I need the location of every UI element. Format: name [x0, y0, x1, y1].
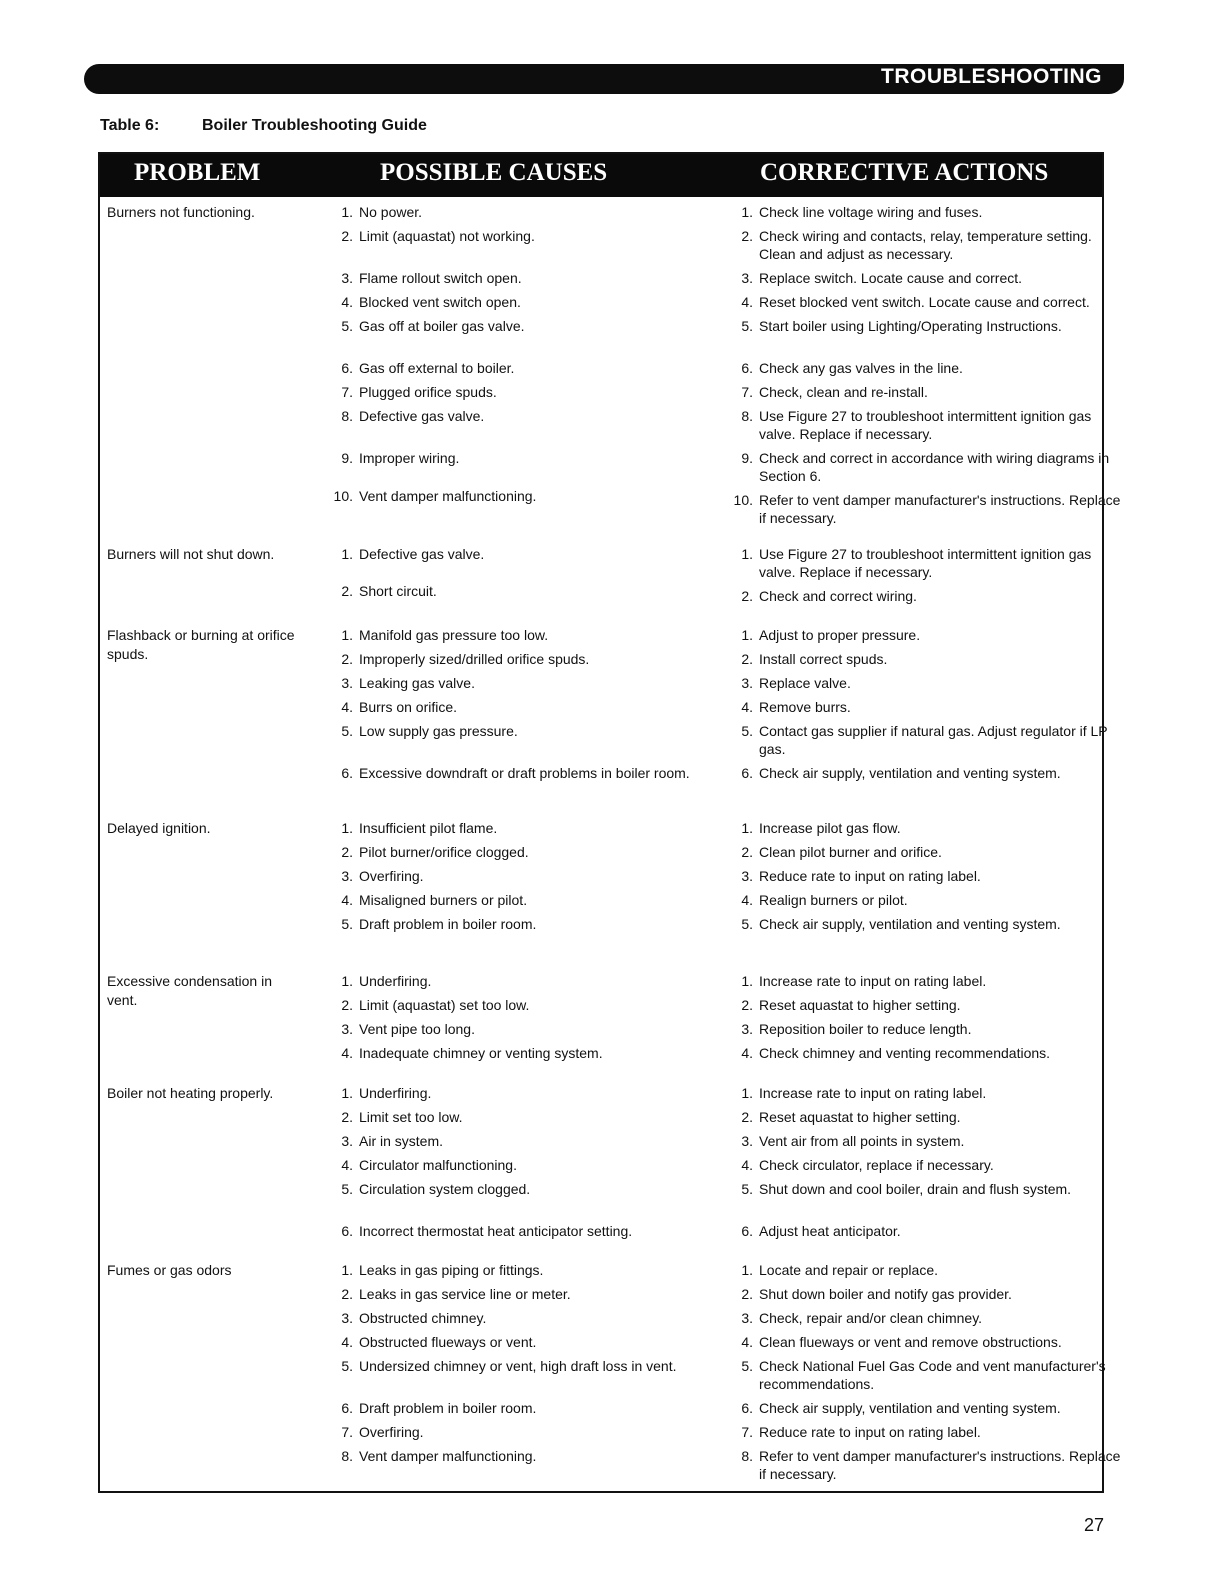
cause-item	[330, 722, 699, 740]
item-number: 3.	[341, 1133, 353, 1149]
item-text: Insufficient pilot flame.	[359, 820, 498, 836]
item-number: 3.	[741, 1310, 753, 1326]
cause-item	[330, 1044, 699, 1062]
column-header-corrective-actions: CORRECTIVE ACTIONS	[760, 159, 1049, 186]
action-item	[730, 1261, 1131, 1279]
cause-item	[330, 317, 699, 335]
cause-item	[330, 650, 699, 668]
item-text: Reduce rate to input on rating label.	[759, 1424, 981, 1440]
item-number: 2.	[741, 651, 753, 667]
cause-item	[330, 407, 699, 425]
item-number: 3.	[341, 270, 353, 286]
item-text: Increase pilot gas flow.	[759, 820, 901, 836]
table-title: Boiler Troubleshooting Guide	[202, 117, 427, 134]
cause-item	[330, 1285, 699, 1303]
item-text: Misaligned burners or pilot.	[359, 892, 528, 908]
item-number: 4.	[341, 892, 353, 908]
item-number: 4.	[341, 294, 353, 310]
item-number: 2.	[741, 588, 753, 604]
item-number: 2.	[341, 228, 353, 244]
item-number: 5.	[341, 723, 353, 739]
item-number: 1.	[741, 973, 753, 989]
item-text: Adjust to proper pressure.	[759, 627, 921, 643]
item-number: 4.	[341, 699, 353, 715]
table-header-row	[100, 154, 1102, 197]
action-item	[730, 1132, 1131, 1150]
action-item	[730, 317, 1131, 335]
action-item	[730, 915, 1131, 933]
action-item	[730, 1285, 1131, 1303]
item-text: Underfiring.	[359, 1085, 432, 1101]
item-text: Gas off external to boiler.	[359, 360, 515, 376]
cause-item	[330, 545, 699, 563]
item-text: Burrs on orifice.	[359, 699, 458, 715]
item-text: Use Figure 27 to troubleshoot intermittent ignition gas valve. Replace if necessary.	[759, 408, 1092, 442]
action-item	[730, 1309, 1131, 1327]
cause-item	[330, 626, 699, 644]
item-text: Check line voltage wiring and fuses.	[759, 204, 983, 220]
action-item	[730, 1222, 1131, 1240]
item-text: Defective gas valve.	[359, 408, 485, 424]
item-text: Install correct spuds.	[759, 651, 888, 667]
item-text: Leaking gas valve.	[359, 675, 475, 691]
action-item	[730, 1333, 1131, 1351]
column-header-possible-causes: POSSIBLE CAUSES	[380, 159, 608, 186]
item-number: 1.	[341, 1262, 353, 1278]
action-item	[730, 1020, 1131, 1038]
item-number: 3.	[741, 1133, 753, 1149]
item-number: 7.	[741, 1424, 753, 1440]
item-number: 3.	[741, 675, 753, 691]
action-item	[730, 1399, 1131, 1417]
item-number: 2.	[341, 651, 353, 667]
item-text: Check National Fuel Gas Code and vent manufacturer's recommendations.	[759, 1358, 1106, 1392]
item-number: 1.	[741, 627, 753, 643]
item-number: 3.	[741, 868, 753, 884]
item-number: 1.	[741, 1085, 753, 1101]
item-number: 2.	[741, 997, 753, 1013]
item-text: Shut down boiler and notify gas provider.	[759, 1286, 1012, 1302]
item-text: Locate and repair or replace.	[759, 1262, 938, 1278]
item-text: Replace switch. Locate cause and correct.	[759, 270, 1023, 286]
item-number: 6.	[341, 1223, 353, 1239]
item-text: Check air supply, ventilation and venting system.	[759, 916, 1061, 932]
problem-cell: Flashback or burning at orifice spuds.	[107, 627, 295, 662]
item-number: 2.	[741, 844, 753, 860]
item-text: Excessive downdraft or draft problems in boiler room.	[359, 765, 690, 781]
cause-item	[330, 867, 699, 885]
cause-item	[330, 843, 699, 861]
item-text: Check wiring and contacts, relay, temperature setting. Clean and adjust as necessary.	[759, 228, 1092, 262]
item-number: 1.	[741, 820, 753, 836]
item-text: Improper wiring.	[359, 450, 460, 466]
cause-item	[330, 1423, 699, 1441]
item-text: Blocked vent switch open.	[359, 294, 521, 310]
cause-item	[330, 915, 699, 933]
item-text: Check, clean and re-install.	[759, 384, 928, 400]
item-text: Overfiring.	[359, 1424, 424, 1440]
cause-item	[330, 674, 699, 692]
action-item	[730, 545, 1131, 581]
action-item	[730, 722, 1131, 758]
action-item	[730, 867, 1131, 885]
cause-item	[330, 203, 699, 221]
cause-item	[330, 1180, 699, 1198]
item-number: 6.	[741, 1223, 753, 1239]
action-item	[730, 293, 1131, 311]
action-item	[730, 891, 1131, 909]
action-item	[730, 996, 1131, 1014]
item-number: 2.	[741, 1109, 753, 1125]
cause-item	[330, 383, 699, 401]
cause-item	[330, 819, 699, 837]
cause-item	[330, 1132, 699, 1150]
item-number: 7.	[341, 384, 353, 400]
item-text: Check circulator, replace if necessary.	[759, 1157, 994, 1173]
item-number: 10.	[333, 488, 353, 504]
item-number: 8.	[741, 1448, 753, 1464]
troubleshooting-table	[98, 152, 1121, 1493]
action-item	[730, 359, 1131, 377]
item-number: 8.	[741, 408, 753, 424]
item-number: 9.	[341, 450, 353, 466]
item-text: Draft problem in boiler room.	[359, 1400, 537, 1416]
item-text: Clean flueways or vent and remove obstructions.	[759, 1334, 1062, 1350]
cause-item	[330, 1447, 699, 1465]
item-text: Use Figure 27 to troubleshoot intermittent ignition gas valve. Replace if necessary.	[759, 546, 1092, 580]
item-text: Check and correct wiring.	[759, 588, 917, 604]
item-number: 4.	[741, 1045, 753, 1061]
item-text: Check air supply, ventilation and venting system.	[759, 765, 1061, 781]
cause-item	[330, 891, 699, 909]
item-text: Reset blocked vent switch. Locate cause and correct.	[759, 294, 1090, 310]
item-number: 1.	[341, 204, 353, 220]
item-text: Shut down and cool boiler, drain and flush system.	[759, 1181, 1072, 1197]
cause-item	[330, 449, 699, 467]
item-text: Obstructed chimney.	[359, 1310, 487, 1326]
problem-cell: Delayed ignition.	[107, 820, 211, 836]
action-item	[730, 843, 1131, 861]
item-number: 3.	[341, 675, 353, 691]
item-number: 1.	[341, 546, 353, 562]
item-number: 7.	[741, 384, 753, 400]
section-title: TROUBLESHOOTING	[881, 65, 1102, 88]
item-text: Draft problem in boiler room.	[359, 916, 537, 932]
item-text: Overfiring.	[359, 868, 424, 884]
item-number: 5.	[741, 723, 753, 739]
item-text: Limit (aquastat) not working.	[359, 228, 535, 244]
problem-cell: Fumes or gas odors	[107, 1262, 232, 1278]
cause-item	[330, 996, 699, 1014]
item-text: Obstructed flueways or vent.	[359, 1334, 537, 1350]
item-text: Incorrect thermostat heat anticipator setting.	[359, 1223, 633, 1239]
problem-cell: Boiler not heating properly.	[107, 1085, 274, 1101]
item-number: 2.	[341, 1109, 353, 1125]
item-number: 3.	[341, 1310, 353, 1326]
item-text: Inadequate chimney or venting system.	[359, 1045, 603, 1061]
item-number: 5.	[341, 1358, 353, 1374]
item-text: Vent damper malfunctioning.	[359, 488, 537, 504]
cause-item	[330, 487, 699, 505]
item-text: Increase rate to input on rating label.	[759, 973, 987, 989]
item-number: 6.	[341, 1400, 353, 1416]
action-item	[730, 1084, 1131, 1102]
item-text: Gas off at boiler gas valve.	[359, 318, 525, 334]
item-number: 1.	[341, 820, 353, 836]
item-text: Improperly sized/drilled orifice spuds.	[359, 651, 590, 667]
action-item	[730, 1108, 1131, 1126]
item-text: Pilot burner/orifice clogged.	[359, 844, 529, 860]
item-text: Leaks in gas service line or meter.	[359, 1286, 571, 1302]
item-number: 9.	[741, 450, 753, 466]
section-header-bar	[84, 64, 1124, 94]
item-number: 1.	[741, 546, 753, 562]
item-number: 6.	[341, 765, 353, 781]
item-number: 5.	[341, 916, 353, 932]
item-number: 6.	[741, 1400, 753, 1416]
item-text: Check air supply, ventilation and venting system.	[759, 1400, 1061, 1416]
action-item	[730, 698, 1131, 716]
item-text: Reposition boiler to reduce length.	[759, 1021, 972, 1037]
item-text: Start boiler using Lighting/Operating Instructions.	[759, 318, 1062, 334]
item-text: Leaks in gas piping or fittings.	[359, 1262, 544, 1278]
cause-item	[330, 1084, 699, 1102]
item-number: 4.	[741, 294, 753, 310]
item-text: Check and correct in accordance with wiring diagrams in Section 6.	[759, 450, 1110, 484]
item-number: 4.	[741, 1334, 753, 1350]
item-text: Reduce rate to input on rating label.	[759, 868, 981, 884]
item-number: 8.	[341, 408, 353, 424]
item-number: 5.	[341, 318, 353, 334]
action-item	[730, 491, 1131, 527]
action-item	[730, 650, 1131, 668]
item-number: 5.	[741, 1181, 753, 1197]
item-text: Refer to vent damper manufacturer's instructions. Replace if necessary.	[759, 492, 1121, 526]
problem-cell: Excessive condensation in vent.	[107, 973, 272, 1008]
cause-item	[330, 1309, 699, 1327]
item-text: Reset aquastat to higher setting.	[759, 997, 961, 1013]
table-number: Table 6:	[100, 117, 160, 134]
item-text: Realign burners or pilot.	[759, 892, 908, 908]
item-number: 1.	[341, 627, 353, 643]
item-number: 2.	[341, 1286, 353, 1302]
action-item	[730, 449, 1131, 485]
cause-item	[330, 1156, 699, 1174]
cause-item	[330, 1333, 699, 1351]
item-number: 6.	[741, 765, 753, 781]
item-text: Short circuit.	[359, 583, 437, 599]
item-number: 4.	[341, 1045, 353, 1061]
action-item	[730, 1447, 1131, 1483]
item-text: Check chimney and venting recommendations.	[759, 1045, 1051, 1061]
item-number: 3.	[341, 868, 353, 884]
item-text: Underfiring.	[359, 973, 432, 989]
item-number: 3.	[741, 270, 753, 286]
item-number: 5.	[741, 1358, 753, 1374]
item-text: Vent damper malfunctioning.	[359, 1448, 537, 1464]
item-text: Limit (aquastat) set too low.	[359, 997, 530, 1013]
action-item	[730, 764, 1131, 782]
item-text: Contact gas supplier if natural gas. Adjust regulator if LP gas.	[759, 723, 1108, 757]
item-number: 5.	[741, 916, 753, 932]
item-number: 7.	[341, 1424, 353, 1440]
cause-item	[330, 698, 699, 716]
item-text: Circulation system clogged.	[359, 1181, 531, 1197]
item-text: Vent air from all points in system.	[759, 1133, 965, 1149]
item-number: 2.	[341, 844, 353, 860]
action-item	[730, 972, 1131, 990]
item-number: 1.	[741, 1262, 753, 1278]
item-number: 6.	[741, 360, 753, 376]
action-item	[730, 203, 1131, 221]
item-number: 8.	[341, 1448, 353, 1464]
item-number: 2.	[741, 1286, 753, 1302]
item-text: Plugged orifice spuds.	[359, 384, 497, 400]
item-text: Circulator malfunctioning.	[359, 1157, 517, 1173]
action-item	[730, 1423, 1131, 1441]
cause-item	[330, 1399, 699, 1417]
item-number: 6.	[341, 360, 353, 376]
item-number: 4.	[341, 1334, 353, 1350]
table-caption	[100, 117, 427, 135]
item-number: 2.	[741, 228, 753, 244]
cause-item	[330, 269, 699, 287]
item-text: Adjust heat anticipator.	[759, 1223, 901, 1239]
item-number: 2.	[341, 997, 353, 1013]
cause-item	[330, 1261, 699, 1279]
item-number: 4.	[741, 699, 753, 715]
item-number: 1.	[741, 204, 753, 220]
item-text: Limit set too low.	[359, 1109, 463, 1125]
cause-item	[330, 1222, 699, 1240]
item-number: 4.	[741, 892, 753, 908]
problem-cell: Burners not functioning.	[107, 204, 255, 220]
item-text: Low supply gas pressure.	[359, 723, 518, 739]
action-item	[730, 674, 1131, 692]
action-item	[730, 1357, 1131, 1393]
item-number: 4.	[741, 1157, 753, 1173]
item-text: Check, repair and/or clean chimney.	[759, 1310, 983, 1326]
item-number: 3.	[741, 1021, 753, 1037]
cause-item	[330, 1020, 699, 1038]
action-item	[730, 1180, 1131, 1198]
cause-item	[330, 227, 699, 245]
item-text: Undersized chimney or vent, high draft loss in vent.	[359, 1358, 677, 1374]
item-text: Manifold gas pressure too low.	[359, 627, 549, 643]
item-text: Increase rate to input on rating label.	[759, 1085, 987, 1101]
cause-item	[330, 1357, 699, 1375]
action-item	[730, 383, 1131, 401]
action-item	[730, 626, 1131, 644]
action-item	[730, 407, 1131, 443]
item-number: 5.	[341, 1181, 353, 1197]
cause-item	[330, 764, 699, 782]
item-text: Vent pipe too long.	[359, 1021, 475, 1037]
item-text: Reset aquastat to higher setting.	[759, 1109, 961, 1125]
cause-item	[330, 972, 699, 990]
column-header-problem: PROBLEM	[134, 159, 261, 186]
cause-item	[330, 293, 699, 311]
problem-cell: Burners will not shut down.	[107, 546, 275, 562]
item-text: Remove burrs.	[759, 699, 851, 715]
item-text: No power.	[359, 204, 423, 220]
page-number: 27	[1084, 1515, 1105, 1535]
action-item	[730, 1044, 1131, 1062]
action-item	[730, 269, 1131, 287]
item-number: 3.	[341, 1021, 353, 1037]
action-item	[730, 587, 1131, 605]
action-item	[730, 1156, 1131, 1174]
item-number: 10.	[733, 492, 753, 508]
item-text: Defective gas valve.	[359, 546, 485, 562]
cause-item	[330, 582, 699, 600]
item-text: Flame rollout switch open.	[359, 270, 522, 286]
item-text: Refer to vent damper manufacturer's instructions. Replace if necessary.	[759, 1448, 1121, 1482]
cause-item	[330, 359, 699, 377]
item-number: 4.	[341, 1157, 353, 1173]
item-number: 5.	[741, 318, 753, 334]
item-text: Clean pilot burner and orifice.	[759, 844, 942, 860]
action-item	[730, 227, 1131, 263]
item-text: Air in system.	[359, 1133, 444, 1149]
item-text: Check any gas valves in the line.	[759, 360, 963, 376]
item-number: 2.	[341, 583, 353, 599]
item-number: 1.	[341, 1085, 353, 1101]
item-number: 1.	[341, 973, 353, 989]
action-item	[730, 819, 1131, 837]
cause-item	[330, 1108, 699, 1126]
item-text: Replace valve.	[759, 675, 851, 691]
